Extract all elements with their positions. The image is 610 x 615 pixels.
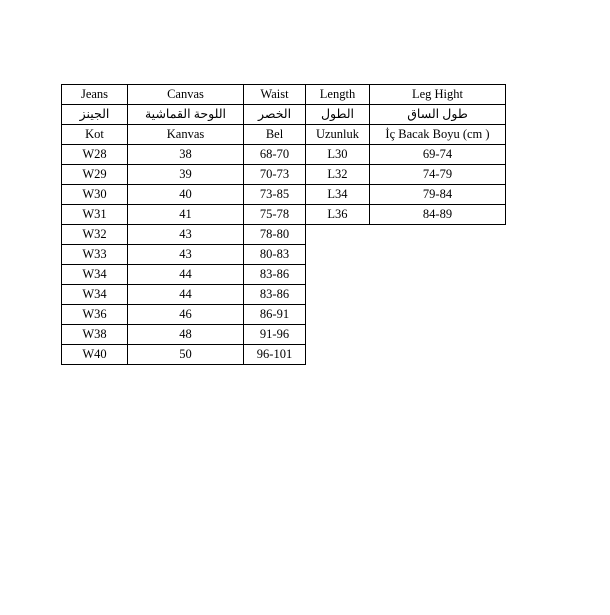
size-chart-table [61, 84, 506, 365]
cell-empty [306, 245, 370, 265]
table-header-row-tr [62, 125, 506, 145]
cell-canvas: 41 [128, 205, 244, 225]
table-row [62, 305, 506, 325]
cell-leg-hight: 84-89 [370, 205, 506, 225]
table-row [62, 285, 506, 305]
cell-waist: 70-73 [244, 165, 306, 185]
cell-jeans: W34 [62, 285, 128, 305]
cell-length: L30 [306, 145, 370, 165]
header-cell-waist-ar: الخصر [244, 105, 306, 125]
cell-waist: 78-80 [244, 225, 306, 245]
cell-canvas: 39 [128, 165, 244, 185]
table-row [62, 165, 506, 185]
cell-waist: 86-91 [244, 305, 306, 325]
size-chart-wrapper [61, 84, 506, 365]
cell-length: L36 [306, 205, 370, 225]
header-cell-length-ar: الطول [306, 105, 370, 125]
cell-empty [306, 345, 370, 365]
table-row [62, 325, 506, 345]
cell-empty [306, 265, 370, 285]
header-cell-canvas-tr: Kanvas [128, 125, 244, 145]
cell-jeans: W28 [62, 145, 128, 165]
cell-canvas: 38 [128, 145, 244, 165]
table-row [62, 345, 506, 365]
cell-waist: 73-85 [244, 185, 306, 205]
header-cell-waist: Waist [244, 85, 306, 105]
cell-canvas: 43 [128, 225, 244, 245]
table-row [62, 205, 506, 225]
cell-canvas: 48 [128, 325, 244, 345]
table-header-row-en [62, 85, 506, 105]
cell-jeans: W32 [62, 225, 128, 245]
header-cell-jeans-ar: الجينز [62, 105, 128, 125]
cell-length: L34 [306, 185, 370, 205]
cell-waist: 96-101 [244, 345, 306, 365]
cell-jeans: W40 [62, 345, 128, 365]
cell-canvas: 40 [128, 185, 244, 205]
cell-empty [306, 285, 370, 305]
cell-leg-hight: 79-84 [370, 185, 506, 205]
cell-length: L32 [306, 165, 370, 185]
cell-waist: 83-86 [244, 265, 306, 285]
header-cell-jeans: Jeans [62, 85, 128, 105]
table-row [62, 265, 506, 285]
cell-empty [370, 345, 506, 365]
header-cell-waist-tr: Bel [244, 125, 306, 145]
cell-waist: 91-96 [244, 325, 306, 345]
cell-canvas: 43 [128, 245, 244, 265]
cell-canvas: 46 [128, 305, 244, 325]
cell-canvas: 44 [128, 265, 244, 285]
table-row [62, 185, 506, 205]
header-cell-jeans-tr: Kot [62, 125, 128, 145]
cell-empty [370, 285, 506, 305]
cell-jeans: W38 [62, 325, 128, 345]
cell-empty [370, 305, 506, 325]
cell-jeans: W36 [62, 305, 128, 325]
table-header-row-ar [62, 105, 506, 125]
cell-empty [370, 265, 506, 285]
header-cell-leg-hight-tr: İç Bacak Boyu (cm ) [370, 125, 506, 145]
cell-waist: 80-83 [244, 245, 306, 265]
header-cell-length: Length [306, 85, 370, 105]
header-cell-length-tr: Uzunluk [306, 125, 370, 145]
cell-waist: 68-70 [244, 145, 306, 165]
cell-empty [370, 325, 506, 345]
cell-waist: 83-86 [244, 285, 306, 305]
header-cell-leg-hight-ar: طول الساق [370, 105, 506, 125]
header-cell-leg-hight: Leg Hight [370, 85, 506, 105]
cell-empty [306, 305, 370, 325]
table-row [62, 225, 506, 245]
cell-jeans: W30 [62, 185, 128, 205]
cell-canvas: 44 [128, 285, 244, 305]
table-row [62, 145, 506, 165]
cell-leg-hight: 74-79 [370, 165, 506, 185]
cell-empty [370, 245, 506, 265]
cell-jeans: W29 [62, 165, 128, 185]
cell-empty [306, 325, 370, 345]
cell-waist: 75-78 [244, 205, 306, 225]
cell-leg-hight: 69-74 [370, 145, 506, 165]
cell-jeans: W31 [62, 205, 128, 225]
header-cell-canvas: Canvas [128, 85, 244, 105]
cell-jeans: W34 [62, 265, 128, 285]
cell-empty [306, 225, 370, 245]
cell-jeans: W33 [62, 245, 128, 265]
table-row [62, 245, 506, 265]
cell-empty [370, 225, 506, 245]
cell-canvas: 50 [128, 345, 244, 365]
header-cell-canvas-ar: اللوحة القماشية [128, 105, 244, 125]
